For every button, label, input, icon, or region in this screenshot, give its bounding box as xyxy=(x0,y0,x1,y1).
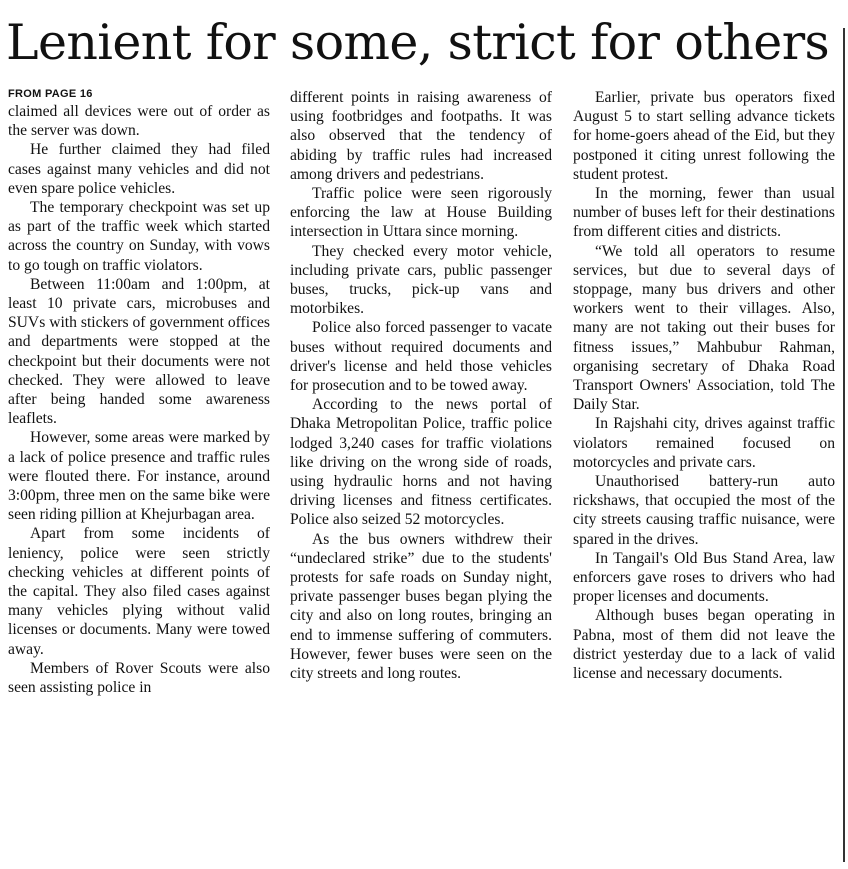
paragraph: However, some areas were marked by a lack of police presence and traffic rules were flouted there. For instance, around 3:00pm, three men on the same bike were seen riding pillion at Khejurbagan area. xyxy=(8,429,270,524)
paragraph: Police also forced passenger to vacate buses without required documents and driver's license and held those vehicles for prosecution and to be towed away. xyxy=(290,319,552,395)
headline: Lenient for some, strict for others xyxy=(6,14,830,71)
paragraph: Between 11:00am and 1:00pm, at least 10 private cars, microbuses and SUVs with stickers of government offices and departments were stopped at the checkpoint but their documents were not checked. They were allowed to leave after being handed some awareness leaflets. xyxy=(8,275,270,428)
paragraph: According to the news portal of Dhaka Metropolitan Police, traffic police lodged 3,240 cases for traffic violations like driving on the wrong side of roads, using hydraulic horns and not having driving licenses and fitness certificates. Police also seized 52 motorcycles. xyxy=(290,396,552,529)
article-column-2 xyxy=(290,88,552,683)
paragraph: “We told all operators to resume services, but due to several days of stoppage, many bus drivers and other workers went to their villages. Also, many are not taking out their buses for fitness issues,” Mahbubur Rahman, organising secretary of Dhaka Road Transport Owners' Association, told The Daily Star. xyxy=(573,242,835,414)
paragraph: different points in raising awareness of using footbridges and footpaths. It was also observed that the tendency of abiding by traffic rules had increased among drivers and pedestrians. xyxy=(290,89,552,183)
paragraph: The temporary checkpoint was set up as part of the traffic week which started across the country on Sunday, with vows to go tough on traffic violators. xyxy=(8,199,270,274)
paragraph: claimed all devices were out of order as the server was down. xyxy=(8,103,270,140)
paragraph: Members of Rover Scouts were also seen assisting police in xyxy=(8,659,270,697)
column-rule xyxy=(843,28,845,862)
paragraph: Unauthorised battery-run auto rickshaws, that occupied the most of the city streets causing traffic nuisance, were spared in the drives. xyxy=(573,473,835,548)
article-column-1 xyxy=(8,88,270,697)
jump-label: FROM PAGE 16 xyxy=(8,88,93,100)
paragraph: Apart from some incidents of leniency, police were seen strictly checking vehicles at different points of the capital. They also filed cases against many vehicles plying without valid licenses or documents. Many were towed away. xyxy=(8,525,270,658)
paragraph: He further claimed they had filed cases against many vehicles and did not even spare police vehicles. xyxy=(8,141,270,197)
paragraph: They checked every motor vehicle, including private cars, public passenger buses, trucks, pick-up vans and motorbikes. xyxy=(290,242,552,318)
paragraph: In Tangail's Old Bus Stand Area, law enforcers gave roses to drivers who had proper licenses and documents. xyxy=(573,549,835,606)
paragraph: In Rajshahi city, drives against traffic violators remained focused on motorcycles and private cars. xyxy=(573,415,835,471)
paragraph: Although buses began operating in Pabna, most of them did not leave the district yesterday due to a lack of valid license and necessary documents. xyxy=(573,607,835,683)
paragraph: As the bus owners withdrew their “undeclared strike” due to the students' protests for safe roads on Sunday night, private passenger buses began plying the city and also on long routes, bringing an end to immense suffering of commuters. However, fewer buses were seen on the city streets and long routes. xyxy=(290,530,552,683)
article-column-3 xyxy=(573,88,835,683)
paragraph: Traffic police were seen rigorously enforcing the law at House Building intersection in Uttara since morning. xyxy=(290,185,552,241)
paragraph: In the morning, fewer than usual number of buses left for their destinations from different cities and districts. xyxy=(573,185,835,241)
paragraph: Earlier, private bus operators fixed August 5 to start selling advance tickets for home-goers ahead of the Eid, but they postponed it citing unrest following the student protest. xyxy=(573,89,835,183)
